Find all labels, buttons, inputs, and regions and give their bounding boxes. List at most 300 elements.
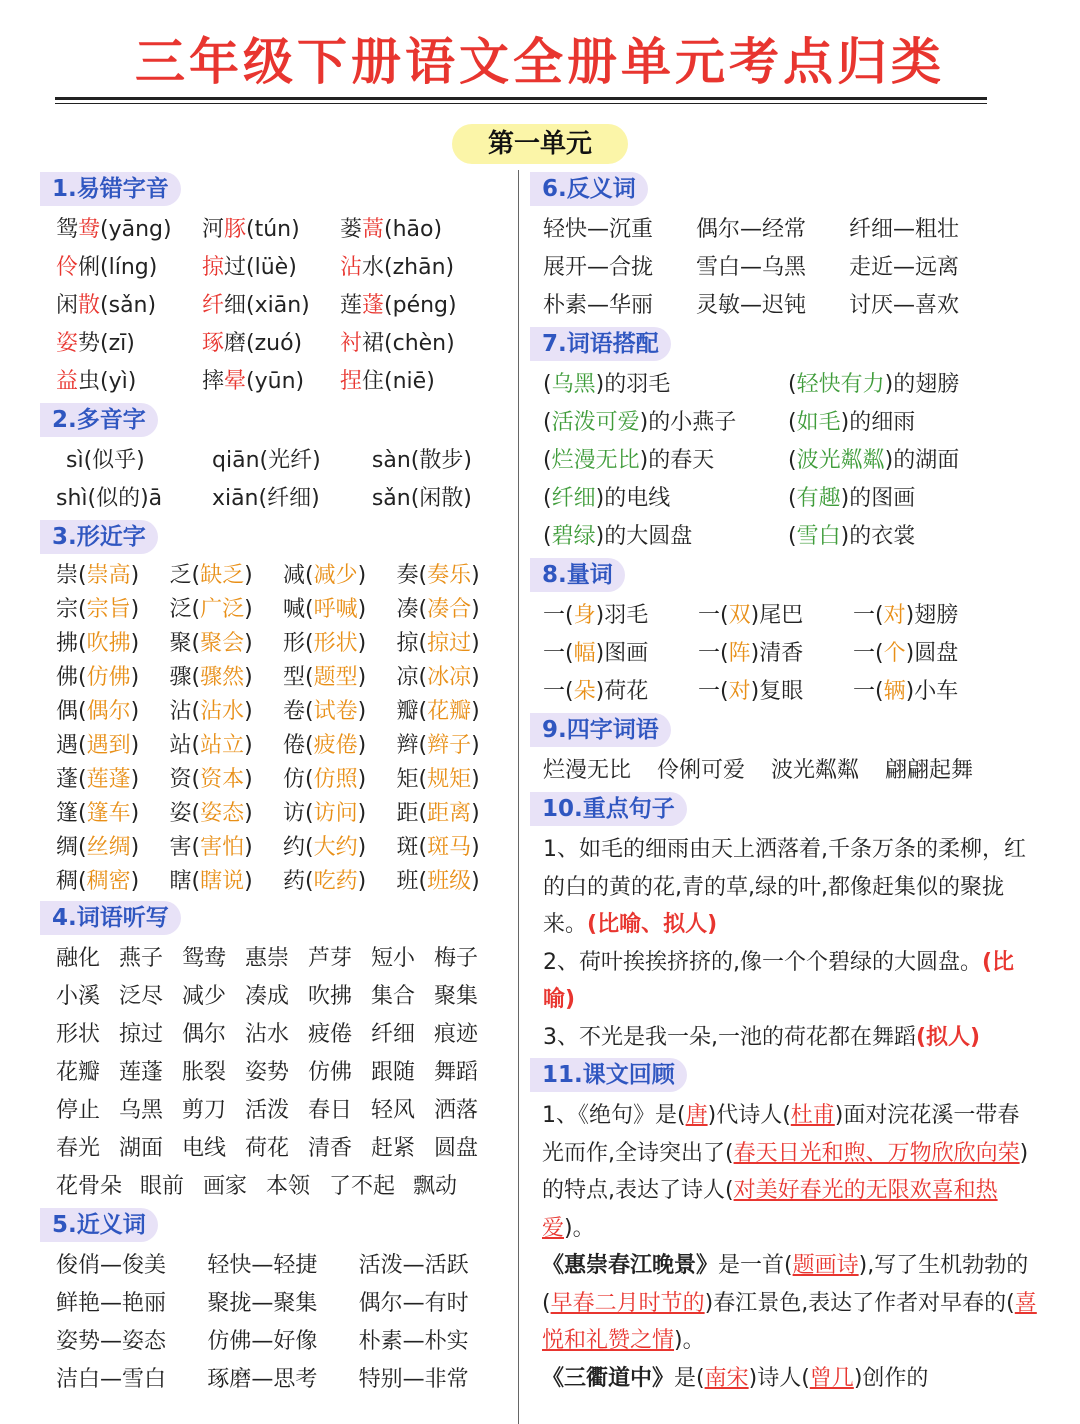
noun: 翅膀	[914, 603, 959, 628]
review-text: )。	[564, 1215, 595, 1241]
list-row	[40, 593, 510, 627]
dictation-word: 痕迹	[434, 1022, 479, 1047]
list-row	[40, 978, 510, 1016]
sentence-text: 2、荷叶挨挨挤挤的,像一个个碧绿的大圆盘。	[543, 949, 982, 975]
section-idioms	[530, 713, 1070, 790]
dictation-word: 轻风	[371, 1098, 416, 1123]
highlight-char: 掠	[202, 255, 225, 280]
poem-title: 《惠崇春江晚景》	[542, 1253, 719, 1278]
similar-char-item: 倦(疲倦)	[283, 733, 367, 758]
collocation-item: (轻快有力)的翅膀	[788, 372, 960, 397]
char: 矩	[396, 767, 419, 792]
section-heading: 11.课文回顾	[530, 1058, 687, 1092]
collocation-answer: 乌黑	[551, 372, 596, 397]
measure-word-list	[530, 597, 1070, 711]
noun: 圆盘	[914, 641, 959, 666]
list-row	[530, 287, 1070, 325]
char: 崇	[56, 563, 79, 588]
example-word: 偶尔	[86, 699, 131, 724]
dictation-word: 偶尔	[182, 1022, 227, 1047]
char: 卷	[283, 699, 306, 724]
dictation-word: 乌黑	[119, 1098, 164, 1123]
highlight-char: 散	[78, 293, 101, 318]
list-row	[40, 797, 510, 831]
similar-char-item: 矩(规矩)	[396, 767, 480, 792]
pinyin: 磨(zuó)	[224, 331, 303, 356]
list-row	[40, 1361, 510, 1399]
list-row	[40, 287, 510, 325]
list-row	[40, 442, 510, 480]
similar-char-item: 卷(试卷)	[283, 699, 367, 724]
section-dictation	[40, 901, 510, 1206]
example-word: 冰凉	[427, 665, 472, 690]
similar-char-item: 仿(仿照)	[283, 767, 367, 792]
collocation-answer: 纤细	[551, 486, 596, 511]
example-word: 距离	[427, 801, 472, 826]
pinyin: 水(zhān)	[362, 255, 455, 280]
idiom: 烂漫无比	[543, 758, 632, 783]
similar-char-item: 篷(篷车)	[56, 801, 140, 826]
section-pronunciation	[40, 172, 510, 401]
poem-title: 《三衢道中》	[542, 1365, 675, 1391]
dictation-word: 春光	[56, 1136, 101, 1161]
dictation-word: 停止	[56, 1098, 101, 1123]
section-collocations	[530, 327, 1070, 556]
synonym-pair: 偶尔—有时	[358, 1291, 469, 1316]
char: 倦	[283, 733, 306, 758]
list-row	[40, 695, 510, 729]
highlight-char: 琢	[202, 331, 225, 356]
section-heading: 1.易错字音	[40, 172, 181, 206]
similar-char-item: 辫(辫子)	[396, 733, 480, 758]
highlight-char: 纤	[202, 293, 225, 318]
section-antonyms	[530, 172, 1070, 325]
dictation-word: 荷花	[245, 1136, 290, 1161]
collocation-answer: 碧绿	[551, 524, 596, 549]
example-word: 奏乐	[427, 563, 472, 588]
polyphone-item: qiān(光纤)	[212, 448, 321, 473]
dictation-word: 舞蹈	[434, 1060, 479, 1085]
review-text: 是一首(	[718, 1253, 793, 1278]
example-word: 辫子	[427, 733, 472, 758]
review-answer: 春天日光和煦、万物欣欣向荣	[733, 1140, 1020, 1166]
measure-word-item: 一(双)尾巴	[698, 603, 804, 628]
pronunciation-item	[340, 287, 490, 325]
word-part: 蒌	[340, 217, 363, 242]
collocation-noun: 的图画	[849, 486, 916, 511]
measure-word: 幅	[573, 641, 596, 666]
dictation-word: 剪刀	[182, 1098, 227, 1123]
polyphone-list	[40, 442, 510, 518]
pinyin: 俐(líng)	[78, 255, 158, 280]
measure-word: 阵	[728, 641, 751, 666]
collocation-item: (雪白)的衣裳	[788, 524, 916, 549]
highlight-char: 鸯	[78, 217, 101, 242]
pronunciation-item	[202, 287, 340, 325]
page-title: 三年级下册语文全册单元考点归类	[135, 33, 945, 91]
collocation-answer: 活泼可爱	[551, 410, 640, 435]
list-row	[530, 673, 1070, 711]
dictation-word: 芦芽	[308, 946, 353, 971]
list-row	[40, 763, 510, 797]
dictation-word: 沾水	[245, 1022, 290, 1047]
polyphone-item: sàn(散步)	[371, 448, 472, 473]
similar-char-item: 约(大约)	[283, 835, 367, 860]
list-row	[40, 865, 510, 899]
char: 沾	[169, 699, 192, 724]
pinyin: 细(xiān)	[224, 293, 310, 318]
list-row	[40, 249, 510, 287]
collocation-answer: 雪白	[796, 524, 841, 549]
dictation-word: 胀裂	[182, 1060, 227, 1085]
list-row	[530, 752, 1070, 790]
dictation-list	[40, 940, 510, 1206]
section-polyphones	[40, 403, 510, 518]
example-word: 害怕	[200, 835, 245, 860]
collocation-list	[530, 366, 1070, 556]
collocation-item: (活泼可爱)的小燕子	[543, 410, 737, 435]
list-row	[530, 211, 1070, 249]
example-word: 试卷	[313, 699, 358, 724]
char: 凉	[396, 665, 419, 690]
antonym-pair: 灵敏—迟钝	[696, 293, 807, 318]
collocation-noun: 的衣裳	[849, 524, 916, 549]
measure-word: 双	[728, 603, 751, 628]
left-column	[40, 172, 510, 1399]
measure-word-item: 一(幅)图画	[543, 641, 649, 666]
dictation-word: 吹拂	[308, 984, 353, 1009]
measure-word: 朵	[573, 679, 596, 704]
list-row	[40, 325, 510, 363]
collocation-answer: 波光粼粼	[796, 448, 885, 473]
char: 药	[283, 869, 306, 894]
example-word: 题型	[313, 665, 358, 690]
pinyin: (yāng)	[100, 217, 172, 242]
example-word: 篷车	[86, 801, 131, 826]
review-text: 是(	[674, 1365, 705, 1391]
pinyin: (yūn)	[246, 369, 305, 394]
char: 资	[169, 767, 192, 792]
example-word: 吃药	[313, 869, 358, 894]
example-word: 遇到	[86, 733, 131, 758]
example-word: 骤然	[200, 665, 245, 690]
example-word: 丝绸	[86, 835, 131, 860]
review-text: )。	[674, 1328, 705, 1353]
similar-char-item: 骤(骤然)	[169, 665, 253, 690]
list-row	[40, 661, 510, 695]
polyphone-item: sì(似乎)	[66, 448, 145, 473]
measure-word: 个	[883, 641, 906, 666]
similar-char-item: 蓬(莲蓬)	[56, 767, 140, 792]
word-part: 鸳	[56, 217, 79, 242]
pronunciation-item	[56, 249, 202, 287]
synonym-pair: 鲜艳—艳丽	[56, 1291, 167, 1316]
similar-char-item: 奏(奏乐)	[396, 563, 480, 588]
char: 站	[169, 733, 192, 758]
dictation-word: 本领	[266, 1174, 311, 1199]
example-word: 资本	[200, 767, 245, 792]
noun: 尾巴	[759, 603, 804, 628]
list-row	[40, 1054, 510, 1092]
similar-char-item: 减(减少)	[283, 563, 367, 588]
dictation-word: 小溪	[56, 984, 101, 1009]
list-row	[40, 1092, 510, 1130]
synonym-pair: 轻快—轻捷	[207, 1253, 318, 1278]
example-word: 站立	[200, 733, 245, 758]
idiom: 翩翩起舞	[885, 758, 974, 783]
char: 害	[169, 835, 192, 860]
example-word: 花瓣	[427, 699, 472, 724]
synonym-pair: 仿佛—好像	[207, 1329, 318, 1354]
similar-char-list	[40, 559, 510, 899]
similar-char-item: 沾(沾水)	[169, 699, 253, 724]
char: 拂	[56, 631, 79, 656]
highlight-char: 益	[56, 369, 79, 394]
char: 遇	[56, 733, 79, 758]
char: 蓬	[56, 767, 79, 792]
title-divider-thin	[55, 103, 987, 104]
collocation-noun: 的羽毛	[604, 372, 671, 397]
list-row	[530, 635, 1070, 673]
list-row	[530, 404, 1070, 442]
similar-char-item: 偶(偶尔)	[56, 699, 140, 724]
section-similar-chars	[40, 520, 510, 899]
collocation-answer: 如毛	[796, 410, 841, 435]
list-row	[40, 1168, 510, 1206]
collocation-item: (乌黑)的羽毛	[543, 372, 671, 397]
char: 喊	[283, 597, 306, 622]
similar-char-item: 瞎(瞎说)	[169, 869, 253, 894]
collocation-noun: 的春天	[648, 448, 715, 473]
char: 减	[283, 563, 306, 588]
collocation-item: (如毛)的细雨	[788, 410, 916, 435]
dictation-word: 疲倦	[308, 1022, 353, 1047]
example-word: 广泛	[200, 597, 245, 622]
similar-char-item: 凉(冰凉)	[396, 665, 480, 690]
antonym-pair: 展开—合拢	[543, 255, 654, 280]
measure-word: 身	[573, 603, 596, 628]
antonym-pair: 朴素—华丽	[543, 293, 654, 318]
collocation-item: (碧绿)的大圆盘	[543, 524, 693, 549]
key-sentence	[530, 1019, 1033, 1057]
char: 瞎	[169, 869, 192, 894]
list-row	[40, 1130, 510, 1168]
list-row	[40, 480, 510, 518]
section-heading: 7.词语搭配	[530, 327, 671, 361]
example-word: 形状	[313, 631, 358, 656]
char: 型	[283, 665, 306, 690]
similar-char-item: 泛(广泛)	[169, 597, 253, 622]
pinyin: (péng)	[384, 293, 457, 318]
example-word: 沾水	[200, 699, 245, 724]
review-text: )创作的	[853, 1365, 929, 1391]
review-answer: 唐	[685, 1103, 708, 1128]
collocation-answer: 轻快有力	[796, 372, 885, 397]
dictation-word: 聚集	[434, 984, 479, 1009]
dictation-word: 活泼	[245, 1098, 290, 1123]
section-measure-words	[530, 558, 1070, 711]
dictation-word: 眼前	[140, 1174, 185, 1199]
dictation-word: 惠崇	[245, 946, 290, 971]
similar-char-item: 宗(宗旨)	[56, 597, 140, 622]
similar-char-item: 站(站立)	[169, 733, 253, 758]
char: 斑	[396, 835, 419, 860]
highlight-char: 衬	[340, 331, 363, 356]
measure-word-item: 一(阵)清香	[698, 641, 804, 666]
similar-char-item: 崇(崇高)	[56, 563, 140, 588]
collocation-noun: 的电线	[604, 486, 671, 511]
word-part: 摔	[202, 369, 225, 394]
noun: 复眼	[759, 679, 804, 704]
example-word: 聚会	[200, 631, 245, 656]
section-heading: 5.近义词	[40, 1208, 158, 1242]
dictation-word: 掠过	[119, 1022, 164, 1047]
column-divider	[518, 170, 519, 1424]
review-answer: 题画诗	[792, 1253, 859, 1278]
antonym-pair: 讨厌—喜欢	[849, 293, 960, 318]
synonym-pair: 活泼—活跃	[358, 1253, 469, 1278]
section-heading: 6.反义词	[530, 172, 648, 206]
char: 篷	[56, 801, 79, 826]
char: 宗	[56, 597, 79, 622]
noun: 图画	[604, 641, 649, 666]
pinyin: (hāo)	[384, 217, 443, 242]
antonym-pair: 偶尔—经常	[696, 217, 807, 242]
sentence-list	[530, 831, 1070, 1056]
highlight-char: 蓬	[362, 293, 385, 318]
section-heading: 4.词语听写	[40, 901, 181, 935]
measure-word-item: 一(对)复眼	[698, 679, 804, 704]
synonym-list	[40, 1247, 510, 1399]
dictation-word: 纤细	[371, 1022, 416, 1047]
similar-char-item: 药(吃药)	[283, 869, 367, 894]
section-heading: 3.形近字	[40, 520, 158, 554]
example-word: 凑合	[427, 597, 472, 622]
noun: 羽毛	[604, 603, 649, 628]
similar-char-item: 遇(遇到)	[56, 733, 140, 758]
key-sentence	[530, 831, 1033, 944]
highlight-char: 蒿	[362, 217, 385, 242]
pronunciation-item	[202, 363, 340, 401]
polyphone-item: xiān(纤细)	[211, 486, 320, 511]
dictation-word: 减少	[182, 984, 227, 1009]
list-row	[530, 442, 1070, 480]
example-word: 访问	[313, 801, 358, 826]
measure-word-item: 一(朵)荷花	[543, 679, 649, 704]
dictation-word: 了不起	[329, 1174, 396, 1199]
dictation-word: 飘动	[413, 1174, 458, 1199]
collocation-item: (烂漫无比)的春天	[543, 448, 715, 473]
dictation-word: 跟随	[371, 1060, 416, 1085]
review-answer: 南宋	[704, 1365, 749, 1391]
similar-char-item: 斑(斑马)	[396, 835, 480, 860]
dictation-word: 花瓣	[56, 1060, 101, 1085]
similar-char-item: 班(班级)	[396, 869, 480, 894]
similar-char-item: 佛(仿佛)	[56, 665, 140, 690]
pronunciation-item	[56, 211, 202, 249]
polyphone-item: shì(似的)ā	[56, 486, 163, 511]
measure-word-item: 一(辆)小车	[853, 679, 959, 704]
measure-word: 对	[728, 679, 751, 704]
pinyin: (sǎn)	[100, 293, 157, 318]
char: 仿	[283, 767, 306, 792]
char: 乏	[169, 563, 192, 588]
dictation-word: 电线	[182, 1136, 227, 1161]
idiom-list	[530, 752, 1070, 790]
review-answer: 早春二月时节的	[550, 1290, 705, 1316]
pronunciation-item	[56, 325, 202, 363]
pinyin: 裙(chèn)	[362, 331, 455, 356]
char: 绸	[56, 835, 79, 860]
title-divider	[55, 97, 987, 100]
pronunciation-item	[340, 363, 490, 401]
synonym-pair: 姿势—姿态	[56, 1329, 167, 1354]
similar-char-item: 距(距离)	[396, 801, 480, 826]
antonym-list	[530, 211, 1070, 325]
synonym-pair: 洁白—雪白	[56, 1367, 167, 1392]
char: 聚	[169, 631, 192, 656]
review-text: )面对浣花溪一带春光而作,全诗突出了(	[542, 1103, 1020, 1166]
example-word: 大约	[313, 835, 358, 860]
similar-char-item: 喊(呼喊)	[283, 597, 367, 622]
section-key-sentences	[530, 792, 1070, 1056]
list-row	[40, 1016, 510, 1054]
highlight-char: 豚	[224, 217, 247, 242]
dictation-word: 融化	[56, 946, 101, 971]
char: 瓣	[396, 699, 419, 724]
word-part: 莲	[340, 293, 363, 318]
collocation-answer: 烂漫无比	[551, 448, 640, 473]
example-word: 呼喊	[313, 597, 358, 622]
similar-char-item: 稠(稠密)	[56, 869, 140, 894]
char: 奏	[396, 563, 419, 588]
dictation-word: 姿势	[245, 1060, 290, 1085]
dictation-word: 湖面	[119, 1136, 164, 1161]
antonym-pair: 轻快—沉重	[543, 217, 654, 242]
list-row	[530, 597, 1070, 635]
review-paragraph	[530, 1097, 1037, 1397]
list-row	[530, 518, 1070, 556]
review-answer: 曾几	[809, 1365, 854, 1391]
char: 稠	[56, 869, 79, 894]
dictation-word: 鸳鸯	[182, 946, 227, 971]
rhetoric-note: (拟人)	[916, 1024, 981, 1050]
measure-word-item: 一(对)翅膀	[853, 603, 959, 628]
synonym-pair: 俊俏—俊美	[56, 1253, 167, 1278]
example-word: 班级	[427, 869, 472, 894]
example-word: 仿佛	[86, 665, 131, 690]
dictation-word: 洒落	[434, 1098, 479, 1123]
section-heading: 8.量词	[530, 558, 625, 592]
list-row	[40, 831, 510, 865]
pronunciation-item	[202, 211, 340, 249]
dictation-word: 画家	[203, 1174, 248, 1199]
list-row	[530, 366, 1070, 404]
synonym-pair: 聚拢—聚集	[207, 1291, 318, 1316]
example-word: 仿照	[313, 767, 358, 792]
char: 佛	[56, 665, 79, 690]
similar-char-item: 凑(凑合)	[396, 597, 480, 622]
section-text-review	[530, 1058, 1070, 1397]
similar-char-item: 拂(吹拂)	[56, 631, 140, 656]
dictation-word: 赶紧	[371, 1136, 416, 1161]
collocation-noun: 的小燕子	[648, 410, 737, 435]
example-word: 瞎说	[200, 869, 245, 894]
list-row	[40, 559, 510, 593]
char: 偶	[56, 699, 79, 724]
collocation-item: (纤细)的电线	[543, 486, 671, 511]
dictation-word: 燕子	[119, 946, 164, 971]
